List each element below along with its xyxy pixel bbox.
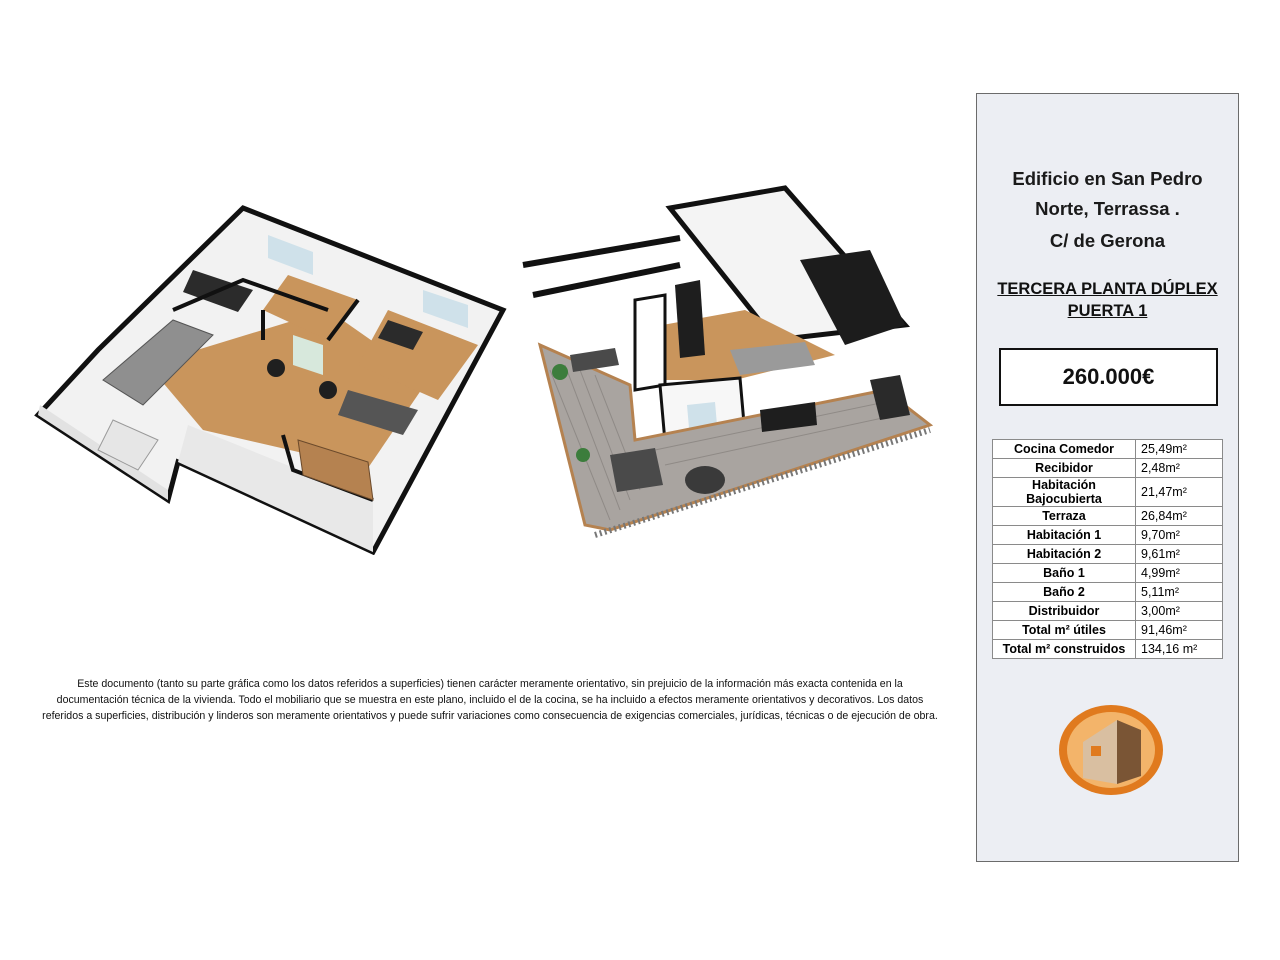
area-label: Terraza [993,507,1136,526]
areas-table [992,439,1223,659]
area-label: Distribuidor [993,602,1136,621]
area-value: 9,61m² [1136,545,1223,564]
area-value: 2,48m² [1136,459,1223,478]
area-value: 26,84m² [1136,507,1223,526]
area-value: 5,11m² [1136,583,1223,602]
area-row [993,440,1223,459]
price-box: 260.000€ [999,348,1218,406]
legal-disclaimer: Este documento (tanto su parte gráfica como los datos referidos a superficies) tienen carácter meramente orientativo, sin prejuicio de la información más exacta contenida en la documentación técnica de la vivienda. Todo el mobiliario que se muestra en este plano, incluido el de la cocina, se ha incluido a efectos meramente orientativos y decorativos. Los datos referidos a superficies, distribución y linderos son meramente orientativos y puede sufrir variaciones como consecuencia de exigencias comerciales, jurídicas, técnicas o de ejecución de obra. [42,678,938,722]
area-label: Recibidor [993,459,1136,478]
area-label: Total m² construidos [993,640,1136,659]
area-row [993,459,1223,478]
floor-label: TERCERA PLANTA DÚPLEX [997,280,1218,298]
area-row [993,545,1223,564]
area-row [993,621,1223,640]
company-logo [1057,702,1165,797]
area-value: 3,00m² [1136,602,1223,621]
unit-subtitle [977,278,1238,322]
street-address: C/ de Gerona [1049,230,1166,251]
area-row [993,640,1223,659]
area-value: 91,46m² [1136,621,1223,640]
building-title-line2: Norte, Terrassa . [1035,198,1180,219]
area-value: 21,47m² [1136,478,1223,507]
area-value: 134,16 m² [1136,640,1223,659]
area-value: 25,49m² [1136,440,1223,459]
area-label: Baño 1 [993,564,1136,583]
door-label: PUERTA 1 [1067,302,1148,320]
upper-floor-plan-image [515,180,945,560]
area-value: 9,70m² [1136,526,1223,545]
area-row [993,507,1223,526]
area-row [993,478,1223,507]
building-title-line1: Edificio en San Pedro [1012,168,1203,189]
area-label: Cocina Comedor [993,440,1136,459]
area-row [993,602,1223,621]
area-label: Baño 2 [993,583,1136,602]
info-panel [976,93,1239,862]
area-label: Total m² útiles [993,621,1136,640]
area-label: Habitación 2 [993,545,1136,564]
area-label: Habitación Bajocubierta [993,478,1136,507]
area-row [993,583,1223,602]
building-title [977,164,1238,224]
area-label: Habitación 1 [993,526,1136,545]
area-row [993,526,1223,545]
area-value: 4,99m² [1136,564,1223,583]
lower-floor-plan-image [28,200,508,555]
area-row [993,564,1223,583]
